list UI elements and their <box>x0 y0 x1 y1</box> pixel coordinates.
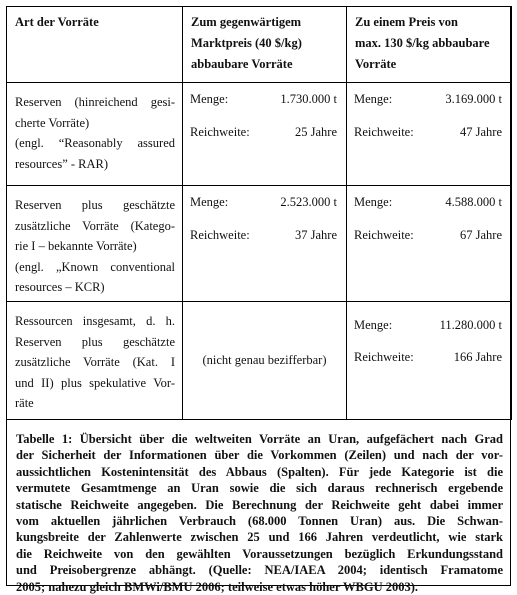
table-row <box>7 186 512 302</box>
header-col2-text <box>183 7 346 75</box>
amount-label: Menge: <box>354 195 393 209</box>
row3-description <box>7 302 183 420</box>
range-label: Reichweite: <box>354 350 414 364</box>
row1-desc-line-1: Reserven (hinreichend gesi- <box>15 95 175 109</box>
table-row <box>7 302 512 420</box>
row2-desc-line-1: Reserven plus geschätzte <box>15 198 175 212</box>
row1-max-values <box>347 83 512 186</box>
row3-desc-line-3: zusätzliche Vorräte (Kat. I <box>15 355 175 369</box>
header-reserve-type <box>7 7 183 83</box>
header-col2-line-1-text: Zum gegenwärtigem <box>191 15 302 29</box>
row1-max-amount: 3.169.000 t <box>445 92 502 106</box>
row2-current-amount: 2.523.000 t <box>280 195 337 209</box>
row2-max-range: 67 Jahre <box>460 228 502 242</box>
uranium-reserves-table <box>6 6 512 420</box>
row2-description <box>7 186 183 302</box>
row3-max-values <box>347 302 512 420</box>
header-col3-text <box>347 7 511 75</box>
header-current-price <box>183 7 347 83</box>
range-label: Reichweite: <box>354 228 414 242</box>
row3-desc-line-2: Reserven plus geschätzte <box>15 334 175 349</box>
row1-desc-line-4: resources” - RAR) <box>15 156 109 171</box>
caption-line: kungsbreite der Zahlenwerte zwischen 25 und 166 Jahren verdeutlicht, wie stark <box>16 530 503 545</box>
row1-desc-line-3: (engl. “Reasonably assured <box>15 136 175 150</box>
header-col3-line-1: Zu einem Preis von <box>355 15 458 29</box>
row3-desc-line-5: räte <box>15 396 34 410</box>
row3-max-amount: 11.280.000 t <box>439 318 502 332</box>
amount-label: Menge: <box>190 92 229 106</box>
row3-current-note: (nicht genau bezifferbar) <box>202 353 327 367</box>
table-caption <box>16 431 503 595</box>
amount-label: Menge: <box>354 318 393 332</box>
caption-line: der Sicherheit der Informationen über die Vorkommen (Zeilen) und nach der vor- <box>16 448 503 463</box>
header-col1-text: Art der Vorräte <box>15 15 99 29</box>
row2-desc-line-4: (engl. „Known conventional <box>15 259 175 274</box>
row3-desc-line-4: und II) plus spekulative Vor- <box>15 375 175 390</box>
header-max-price <box>347 7 512 83</box>
row1-current-range: 25 Jahre <box>295 125 337 139</box>
range-label: Reichweite: <box>190 228 250 242</box>
range-label: Reichweite: <box>190 125 250 139</box>
row2-max-values <box>347 186 512 302</box>
row2-desc-line-2: zusätzliche Vorräte (Katego- <box>15 218 175 233</box>
row1-current-values <box>183 83 347 186</box>
amount-label: Menge: <box>354 92 393 106</box>
header-col3-line-2: max. 130 $/kg abbaubare <box>355 36 490 50</box>
row2-max-amount: 4.588.000 t <box>445 195 502 209</box>
row1-desc-line-2: cherte Vorräte) <box>15 115 90 130</box>
caption-line: 2005; nahezu gleich BMWi/BMU 2006; teilweise etwas höher WBGU 2003). <box>16 579 419 594</box>
caption-line: aussichtlichen Kostenintensität des Abbaus (Spalten). Für jede Kategorie ist die <box>16 464 503 479</box>
amount-label: Menge: <box>190 195 229 209</box>
row1-current-amount: 1.730.000 t <box>280 92 337 106</box>
row2-desc-line-3: rie I – bekannte Vorräte) <box>15 239 137 253</box>
row2-desc-line-5: resources – KCR) <box>15 280 105 294</box>
row3-max-range: 166 Jahre <box>453 350 502 364</box>
header-col3-line-3: Vorräte <box>355 57 397 71</box>
table-header-row <box>7 7 512 83</box>
range-label: Reichweite: <box>354 125 414 139</box>
caption-line: vermutete Gesamtmenge an Uran sowie die sich daraus rechnerisch ergebende <box>16 481 503 496</box>
row1-description <box>7 83 183 186</box>
caption-line: Tabelle 1: Übersicht über die weltweiten Vorräte an Uran, aufgefächert nach Grad <box>16 432 503 446</box>
caption-line: vom aktuellen jährlichen Verbrauch (68.000 Tonnen Uran) aus. Die Schwan- <box>16 514 503 529</box>
row3-current-values <box>183 302 347 420</box>
header-col2-line-1 <box>191 12 338 33</box>
row2-current-values <box>183 186 347 302</box>
row1-max-range: 47 Jahre <box>460 125 502 139</box>
row2-current-range: 37 Jahre <box>295 228 337 242</box>
caption-line: und Preisobergrenze abhängt. (Quelle: NEA/IAEA 2004; identisch Framatome <box>16 563 503 578</box>
caption-line: die Reichweite von den gewählten Voraussetzungen bezüglich Erkundungsstand <box>16 546 503 561</box>
row3-desc-line-1: Ressourcen insgesamt, d. h. <box>15 314 175 328</box>
header-col2-line-2: Marktpreis (40 $/kg) <box>191 36 302 50</box>
table-row <box>7 83 512 186</box>
header-col2-line-3: abbaubare Vorräte <box>191 57 293 71</box>
caption-line: statische Reichweite angegeben. Die Berechnung der Reichweite geht dabei immer <box>16 497 503 512</box>
